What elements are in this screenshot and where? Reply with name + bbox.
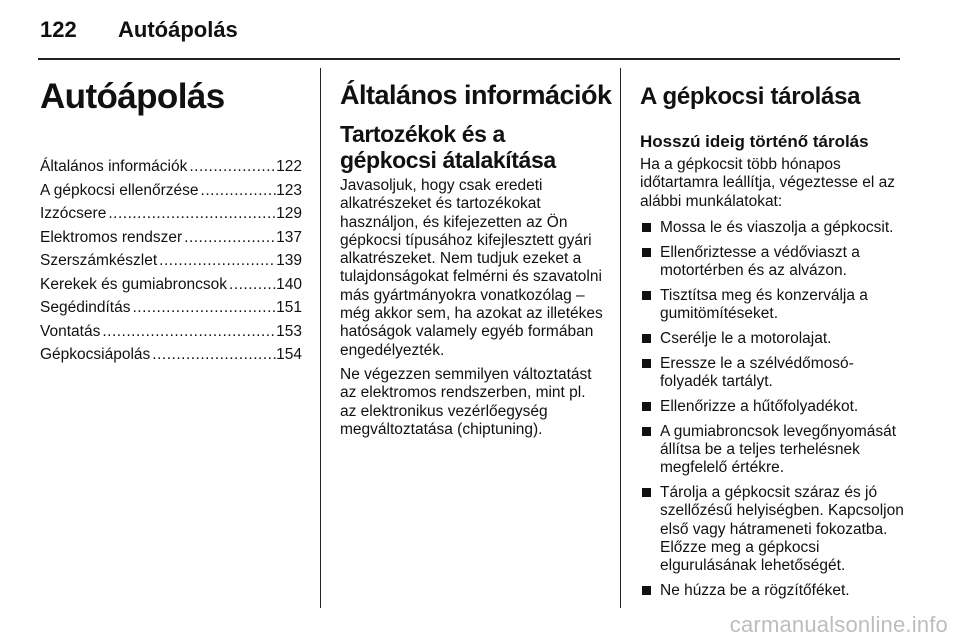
toc-entry[interactable] [40,320,302,344]
toc-entry[interactable] [40,155,302,179]
toc-entry-label: Általános információk [40,158,188,175]
toc-entry[interactable] [40,202,302,226]
square-bullet-icon [642,291,651,300]
list-item [640,244,910,281]
toc-leader [106,202,276,226]
toc-entry-page: 151 [276,299,302,316]
toc-entry-label: Gépkocsiápolás [40,346,151,363]
list-item-text: Mossa le és viaszolja a gépkocsit. [660,218,894,236]
body-paragraph: Ne végezzen semmilyen változtatást az elektromos rendszerben, mint pl. az elektronikus vezérlőegység megváltoztatása (chiptuning). [340,365,592,438]
list-item-text: Cserélje le a motorolajat. [660,329,832,347]
storage-checklist [640,219,910,600]
toc-entry[interactable] [40,249,302,273]
page-number: 122 [40,17,77,42]
toc-entry[interactable] [40,273,302,297]
square-bullet-icon [642,586,651,595]
toc-leader [182,226,276,250]
list-item [640,355,910,392]
watermark: carmanualsonline.info [729,612,948,637]
toc-entry-page: 153 [276,322,302,340]
square-bullet-icon [642,402,651,411]
list-item [640,398,910,416]
column-divider [320,68,321,608]
toc-leader [150,343,276,367]
column-divider [620,68,621,608]
toc-entry-page: 154 [276,346,302,363]
list-item-text: A gumiabroncsok levegőnyomását állítsa be a teljes terhelésnek megfelelő értékre. [660,422,897,477]
toc-entry-page: 129 [276,205,302,222]
list-item-text: Ne húzza be a rögzítőféket. [660,581,850,599]
toc-leader [157,249,276,273]
list-item [640,330,910,348]
list-item [640,287,910,324]
storage-column [640,68,910,607]
toc-entry[interactable] [40,296,302,320]
toc-entry[interactable] [40,179,302,203]
table-of-contents [40,155,302,367]
list-item [640,484,910,575]
toc-entry-label: Elektromos rendszer [40,228,183,246]
square-bullet-icon [642,427,651,436]
header-rule [38,58,900,60]
square-bullet-icon [642,359,651,368]
toc-entry-page: 140 [276,275,302,293]
general-info-column [340,68,612,439]
list-item-text: Ellenőrizze a hűtőfolyadékot. [660,397,859,415]
toc-leader [100,320,276,344]
square-bullet-icon [642,223,651,232]
square-bullet-icon [642,334,651,343]
toc-entry-label: Vontatás [40,322,101,340]
toc-entry-label: Segédindítás [40,299,131,316]
toc-entry-page: 123 [276,181,302,199]
list-item-text: Eressze le a szélvédőmosó-folyadék tartályt. [660,354,854,390]
section-title: A gépkocsi tárolása [640,83,861,110]
subsection-title: Hosszú ideig történő tárolás [640,132,869,151]
subsection-title: Tartozékok és a gépkocsi átalakítása [340,121,556,173]
list-item [640,582,910,600]
list-item [640,423,910,478]
list-item-text: Tisztítsa meg és konzerválja a gumitömítéseket. [660,286,868,323]
list-item-text: Ellenőriztesse a védőviaszt a motortérben és az alvázon. [660,243,860,279]
toc-entry[interactable] [40,226,302,250]
toc-leader [131,296,277,320]
toc-entry-label: A gépkocsi ellenőrzése [40,181,199,199]
intro-paragraph: Ha a gépkocsit több hónapos időtartamra leállítja, végeztesse el az alábbi munkálatokat: [640,156,896,210]
toc-entry-label: Kerekek és gumiabroncsok [40,275,227,293]
list-item [640,219,910,237]
toc-entry-label: Izzócsere [40,205,107,222]
toc-entry-page: 139 [276,252,302,269]
toc-entry[interactable] [40,343,302,367]
toc-entry-page: 137 [276,228,302,246]
toc-entry-label: Szerszámkészlet [40,252,158,269]
toc-entry-page: 122 [276,158,302,175]
square-bullet-icon [642,248,651,257]
chapter-title: Autóápolás [40,77,225,116]
running-header-title: Autóápolás [118,17,238,42]
chapter-column [40,68,302,367]
body-paragraph: Javasoljuk, hogy csak eredeti alkatrészeket és tartozékokat használjon, és kifejezetten az Ön gépkocsi típusához kifejlesztett gyári alkatrészeket. Nem tudjuk ezeket a tulajdonságokat felmérni és szavatolni más gyártmányokra vonatkozólag – még akkor sem, ha azokat az illetékes hatóságok valamely egyéb formában engedélyezték. [340,177,603,359]
section-title: Általános információk [340,80,612,110]
toc-leader [227,273,276,297]
square-bullet-icon [642,488,651,497]
list-item-text: Tárolja a gépkocsit száraz és jó szellőzésű helyiségben. Kapcsoljon első vagy hátrameneti fokozatba. Előzze meg a gépkocsi elgurulásának lehetőségét. [660,483,904,575]
toc-leader [187,155,276,179]
toc-leader [199,179,277,203]
